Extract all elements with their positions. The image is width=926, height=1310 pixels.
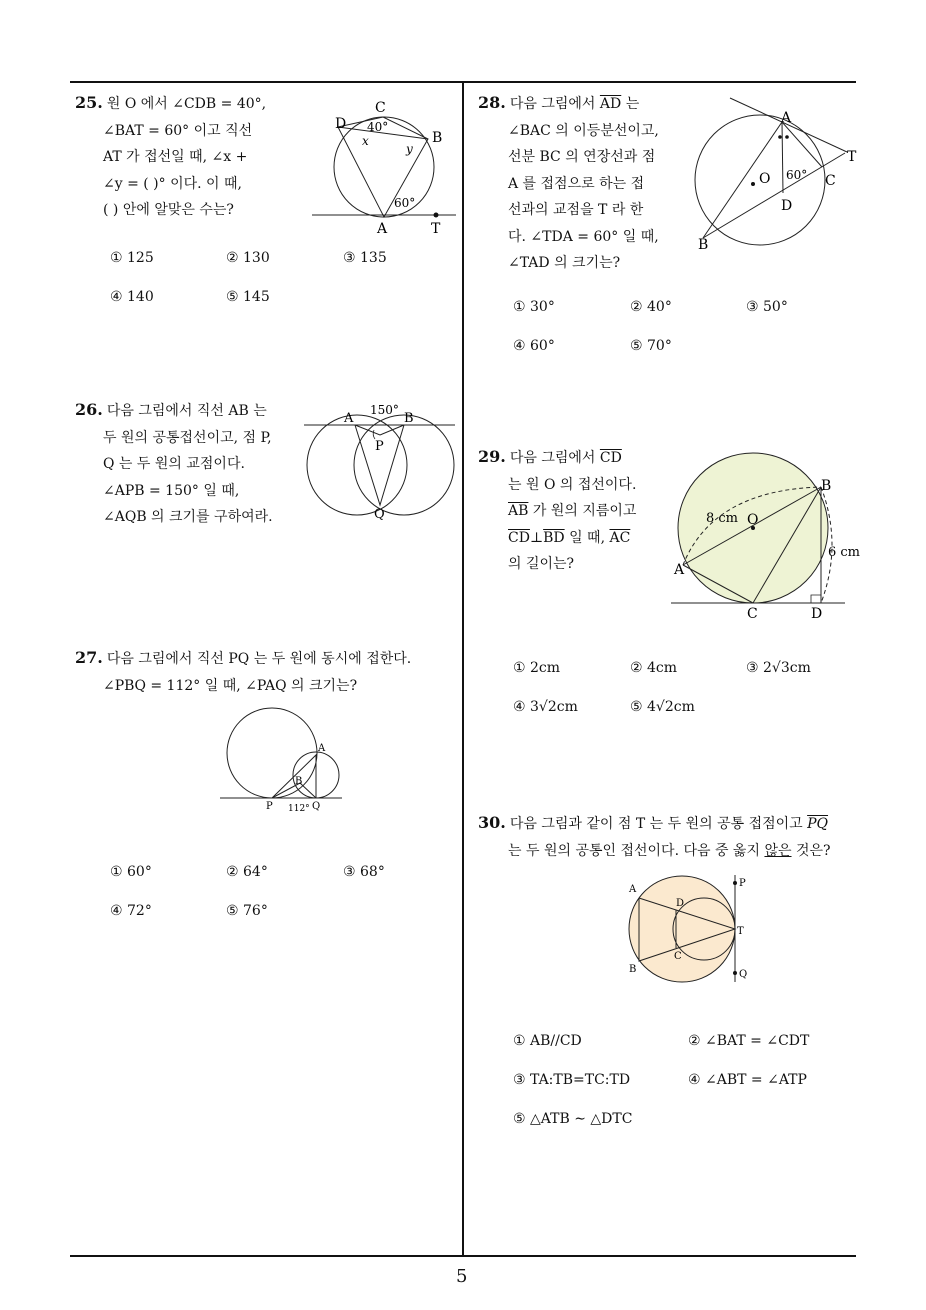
q27-option-1[interactable]: ① 60° [110,864,152,880]
q30-label: A [629,884,637,895]
q28-label: 60° [786,168,808,182]
q28-option-5[interactable]: ⑤ 70° [630,338,672,354]
q29-line: 일 때, [569,529,606,546]
q28-line: ∠BAC 의 이등분선이고, [508,122,659,139]
q25-line: 원 O 에서 ∠CDB = 40°, [106,96,267,112]
q25-label: T [431,221,441,237]
q29-number: 29. [478,447,506,466]
q29-label: 8 cm [706,511,739,526]
q26-circle-right [354,415,454,515]
q25-number: 25. [75,93,103,112]
q28-line: 선분 BC 의 연장선과 점 [508,149,656,165]
q29-line: 는 원 O 의 접선이다. [508,476,637,493]
q26-label: 150° [370,403,399,417]
q26-line: 두 원의 공통접선이고, 점 P, [103,429,272,446]
q26-figure [300,400,460,525]
q28-line: 다음 그림에서 [509,96,596,112]
q30 [478,810,868,864]
q27-option-4[interactable]: ④ 72° [110,903,152,919]
q30-label: Q [739,969,748,980]
q30-number: 30. [478,813,506,832]
q26-label: Q [374,507,385,522]
q28-label: A [781,110,792,126]
q26-label: P [375,439,384,454]
q28-label: C [825,173,836,189]
q27-label: P [266,801,273,812]
q29-line-cd: $\overline{CD}$ [599,450,622,466]
q26-line: ∠AQB 의 크기를 구하여라. [103,509,273,525]
q27-figure [218,705,348,817]
q25-option-3[interactable]: ③ 135 [343,250,387,266]
q30-label: P [739,878,746,889]
q30-circle-big [629,876,735,982]
q29-segment-bd: $\overline{BD}$ [543,529,565,546]
q28-number: 28. [478,93,506,112]
q27-option-3[interactable]: ③ 68° [343,864,385,880]
q29-label: C [747,606,758,622]
q28-option-1[interactable]: ① 30° [513,299,555,315]
q25-label: B [432,130,443,146]
q25-option-5[interactable]: ⑤ 145 [226,289,270,305]
q28-label: O [759,171,771,187]
q29-label: A [674,562,685,578]
q29-line: 의 길이는? [508,556,575,572]
q25-option-4[interactable]: ④ 140 [110,289,154,305]
q25-label: 60° [394,196,416,210]
q28-center [751,182,755,186]
q30-label: D [676,898,685,909]
q25-option-2[interactable]: ② 130 [226,250,270,266]
bottom-rule [70,1255,856,1257]
q27-label: Q [312,801,321,812]
q26-line: Q 는 두 원의 교점이다. [103,456,245,472]
q28-label: T [847,149,857,165]
q27-option-5[interactable]: ⑤ 76° [226,903,268,919]
q29-line: 가 원의 지름이고 [532,503,637,519]
q28-line: 선과의 교점을 T 라 한 [508,202,644,218]
q30-label: T [737,926,744,937]
q26-line: 다음 그림에서 직선 AB 는 [106,403,267,419]
q30-emphasis-not: 않은 [764,842,792,859]
q27-option-2[interactable]: ② 64° [226,864,268,880]
q29-label: 6 cm [828,545,861,560]
q28-line: ∠TAD 의 크기는? [508,255,621,271]
q30-option-5[interactable]: ⑤ △ATB ∼ △DTC [513,1111,633,1127]
q28-line: A 를 접점으로 하는 접 [508,175,645,192]
q28-label: D [781,198,793,214]
q28-line: 는 [625,96,640,112]
q26-label: B [404,411,414,426]
q30-line: 것은? [795,842,831,859]
q25-line: AT 가 접선일 때, ∠x + [103,149,248,165]
q25-label: y [406,142,413,156]
q29-option-2[interactable]: ② 4cm [630,660,678,676]
q30-option-3[interactable]: ③ TA:TB=TC:TD [513,1072,631,1088]
q28-figure [685,95,865,255]
q25-label: 40° [367,120,389,134]
q27-label: A [318,743,326,754]
q30-option-2[interactable]: ② ∠BAT = ∠CDT [688,1033,810,1049]
q29-perp: ⊥ [529,529,544,546]
q25-line: ∠y = ( )° 이다. 이 때, [103,175,242,192]
q26 [75,397,295,531]
q28-segment-ad: $\overline{AD}$ [599,96,622,112]
q29-label: O [747,512,759,528]
q29-segment-ab: $\overline{AB}$ [508,503,529,519]
q25-label: x [362,134,369,148]
q29 [478,444,658,578]
q30-label: B [629,964,637,975]
q30-line: 는 두 원의 공통인 접선이다. 다음 중 옳지 [508,842,760,859]
q28-label: B [698,237,709,253]
q27-line: 다음 그림에서 직선 PQ 는 두 원에 동시에 접한다. [106,651,412,667]
q27-label: B [295,776,303,787]
q30-figure [620,872,770,987]
q30-option-4[interactable]: ④ ∠ABT = ∠ATP [688,1072,807,1088]
q28-option-3[interactable]: ③ 50° [746,299,788,315]
q27 [75,645,460,699]
q27-circle-big [227,708,317,798]
q26-number: 26. [75,400,103,419]
column-divider [462,81,464,1256]
q29-option-4[interactable]: ④ 3√2cm [513,699,578,715]
q29-option-1[interactable]: ① 2cm [513,660,561,676]
q29-line: 다음 그림에서 [509,450,596,466]
q26-label: A [344,411,354,426]
q25-label: A [377,221,388,237]
q27-number: 27. [75,648,103,667]
q25-figure [310,95,460,240]
q25-label: D [335,116,347,132]
q28-option-2[interactable]: ② 40° [630,299,672,315]
q30-line: 다음 그림과 같이 점 T 는 두 원의 공통 접점이고 [509,816,803,832]
page-number: 5 [456,1266,468,1287]
q29-option-3[interactable]: ③ 2√3cm [746,660,811,676]
q25-point-t [434,213,439,218]
q27-label: 112° [288,804,310,814]
q28 [478,90,678,277]
q30-option-1[interactable]: ① AB//CD [513,1033,582,1049]
q27-line: ∠PBQ = 112° 일 때, ∠PAQ 의 크기는? [103,677,358,694]
q29-figure [668,450,863,625]
q25-label: C [375,100,386,116]
q25-line: ( ) 안에 알맞은 수는? [103,202,234,218]
q30-line-pq: $\overline{PQ}$ [807,816,829,832]
q29-label: B [821,478,832,494]
q29-label: D [811,606,823,622]
q29-segment-cd: $\overline{CD}$ [508,529,530,546]
q28-option-4[interactable]: ④ 60° [513,338,555,354]
q29-option-5[interactable]: ⑤ 4√2cm [630,699,695,715]
q25-line: ∠BAT = 60° 이고 직선 [103,122,253,139]
q28-line: 다. ∠TDA = 60° 일 때, [508,228,659,245]
q25-option-1[interactable]: ① 125 [110,250,154,266]
q30-label: C [674,951,682,962]
q29-segment-ac: $\overline{AC}$ [609,529,631,546]
q26-line: ∠APB = 150° 일 때, [103,482,240,499]
